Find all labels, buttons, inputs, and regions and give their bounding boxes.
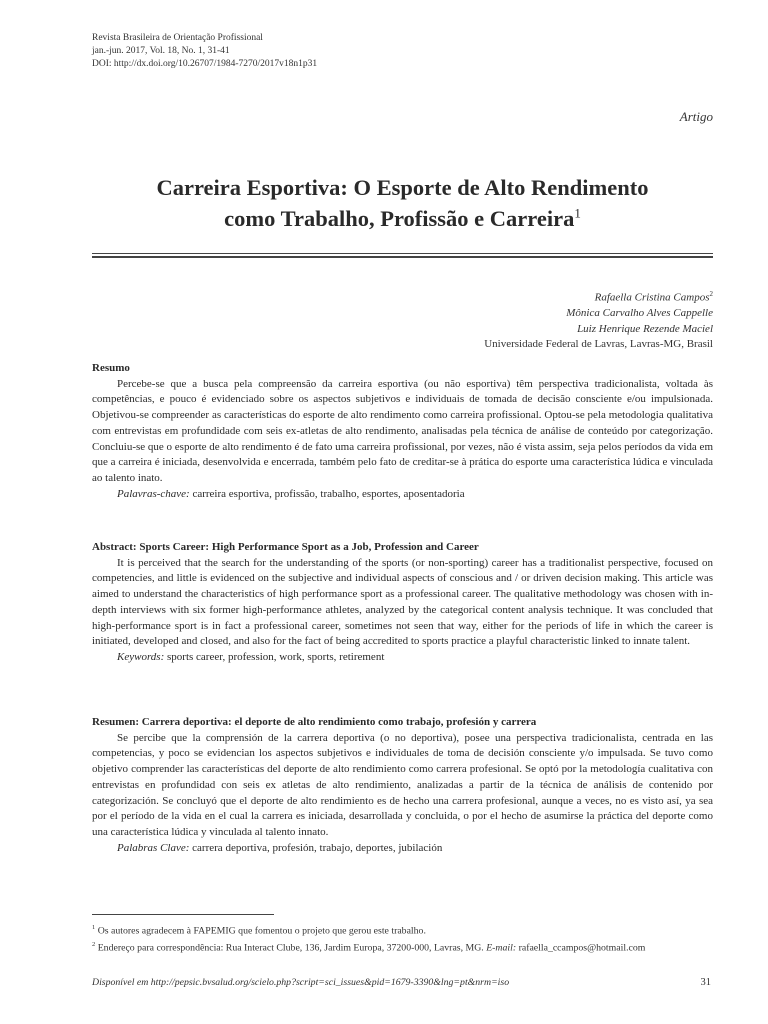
resumo-keywords	[92, 487, 713, 503]
resumo-body: Percebe-se que a busca pela compreensão da carreira esportiva (ou não esportiva) têm perspectiva tradicionalista, voltada às competências, e pouco é evidenciado sobre os aspectos subjetivos e individuais de tomada de decisão consciente e/ou impulsionada. Objetivou-se compreender as características do esporte de alto rendimento como carreira profissional. Optou-se pela metodologia qualitativa com entrevistas em profundidade com seis ex-atletas de alto rendimento, analisadas pela técnica de análise de conteúdo por categorização. Concluiu-se que o esporte de alto rendimento é de fato uma carreira profissional, por vezes, não é vista assim, seja pelos períodos da vida em que a carreira é iniciada, desenvolvida e encerrada, também pelo fato de creditar-se à prática do esporte uma característica lúdica e vinculada ao talento inato.	[92, 377, 713, 484]
author-2-name: Mônica Carvalho Alves Cappelle	[566, 307, 713, 320]
resumen-section	[92, 715, 713, 856]
footnote-2-mark: 2	[92, 940, 96, 948]
resumo-heading: Resumo	[92, 362, 130, 374]
resumen-keywords-label: Palabras Clave:	[117, 841, 190, 854]
abstract-heading: Abstract: Sports Career: High Performance Sport as a Job, Profession and Career	[92, 541, 479, 553]
journal-name: Revista Brasileira de Orientação Profissional	[92, 33, 263, 43]
abstract-keywords-label: Keywords:	[117, 650, 165, 663]
resumen-keywords	[92, 841, 713, 857]
footnote-1-text: Os autores agradecem à FAPEMIG que fomentou o projeto que gerou este trabalho.	[97, 925, 426, 937]
author-1-name: Rafaella Cristina Campos	[594, 291, 710, 304]
author-1-footnote-mark[interactable]: 2	[709, 290, 713, 298]
footnotes	[92, 921, 717, 955]
title-rule-thick	[92, 256, 713, 258]
footnote-2-text: Endereço para correspondência: Rua Interact Clube, 136, Jardim Europa, 37200-000, Lavras, MG.	[97, 942, 484, 954]
author-1	[484, 287, 713, 306]
resumen-keywords-text: carrera deportiva, profesión, trabajo, deportes, jubilación	[192, 841, 443, 854]
footnote-2-email-label: E-mail:	[486, 942, 517, 954]
abstract-keywords-text: sports career, profession, work, sports, retirement	[167, 650, 385, 663]
article-title	[92, 172, 713, 234]
title-line-2: como Trabalho, Profissão e Carreira	[224, 206, 575, 231]
resumo-keywords-text: carreira esportiva, profissão, trabalho, esportes, aposentadoria	[192, 487, 465, 500]
footnote-2-email[interactable]: rafaella_ccampos@hotmail.com	[518, 942, 646, 954]
resumen-body: Se percibe que la comprensión de la carrera deportiva (o no deportiva), posee una perspectiva tradicionalista, centrada en las competencias, y poco se evidencian los aspectos subjetivos e individuales de toma de decisión consciente y/o impulsada. Se tuvo como objetivo comprender las características del deporte de alto rendimiento como carrera profesional. Se optó por la metodología cualitativa con entrevistas en profundidad con seis ex atletas de alto rendimiento, analizadas a partir de la técnica de análisis de contenido por categorización. Se concluyó que el deporte de alto rendimiento es de hecho una carrera profesional, aunque a veces, no es visto así, ya sea por el período de la vida en el cual la carrera es iniciada, desarrollada y concluida, o por el hecho de asumirse la práctica del deporte como una característica lúdica y vinculada al talento innato.	[92, 731, 713, 838]
journal-header	[92, 32, 317, 71]
author-affiliation: Universidade Federal de Lavras, Lavras-MG, Brasil	[484, 338, 713, 351]
journal-doi[interactable]: DOI: http://dx.doi.org/10.26707/1984-7270/2017v18n1p31	[92, 59, 318, 69]
footnote-rule	[92, 914, 274, 915]
title-line-1: Carreira Esportiva: O Esporte de Alto Rendimento	[156, 175, 649, 200]
footer-availability-url[interactable]: Disponível em http://pepsic.bvsalud.org/scielo.php?script=sci_issues&pid=1679-3390&lng=pt&nrm=iso	[92, 977, 510, 988]
resumo-keywords-label: Palavras-chave:	[117, 487, 190, 500]
abstract-body: It is perceived that the search for the understanding of the sports (or non-sporting) career has a traditionalist perspective, focused on competencies, and little is evidenced on the subjective and individual aspects of conscious and / or driven decision making. This article was aimed to understand the characteristics of high performance sport as a professional career. The qualitative methodology was chosen with in-depth interviews with six former high-performance athletes, analyzed by the categorical content analysis technique. It was concluded that high-performance sport is in fact a professional career, sometimes not seen that way, either for the periods of life in which the career is initiated, developed and closed, and also for the fact of being accredited to sports practice a playful characteristic linked to innate talent.	[92, 556, 713, 648]
title-footnote-mark[interactable]: 1	[574, 205, 581, 221]
article-type: Artigo	[679, 109, 713, 124]
footnote-1-mark: 1	[92, 924, 96, 931]
resumo-section	[92, 361, 713, 502]
footnote-2	[92, 938, 717, 955]
resumen-heading: Resumen: Carrera deportiva: el deporte de alto rendimiento como trabajo, profesión y carrera	[92, 716, 537, 728]
title-rule-thin	[92, 253, 713, 254]
abstract-section	[92, 540, 713, 666]
abstract-keywords	[92, 650, 713, 666]
author-2	[484, 306, 713, 322]
author-3-name: Luiz Henrique Rezende Maciel	[577, 322, 713, 335]
journal-issue: jan.-jun. 2017, Vol. 18, No. 1, 31-41	[92, 46, 230, 56]
author-3	[484, 322, 713, 338]
page-number: 31	[700, 977, 711, 988]
footnote-1	[92, 921, 717, 938]
author-block	[484, 287, 713, 353]
